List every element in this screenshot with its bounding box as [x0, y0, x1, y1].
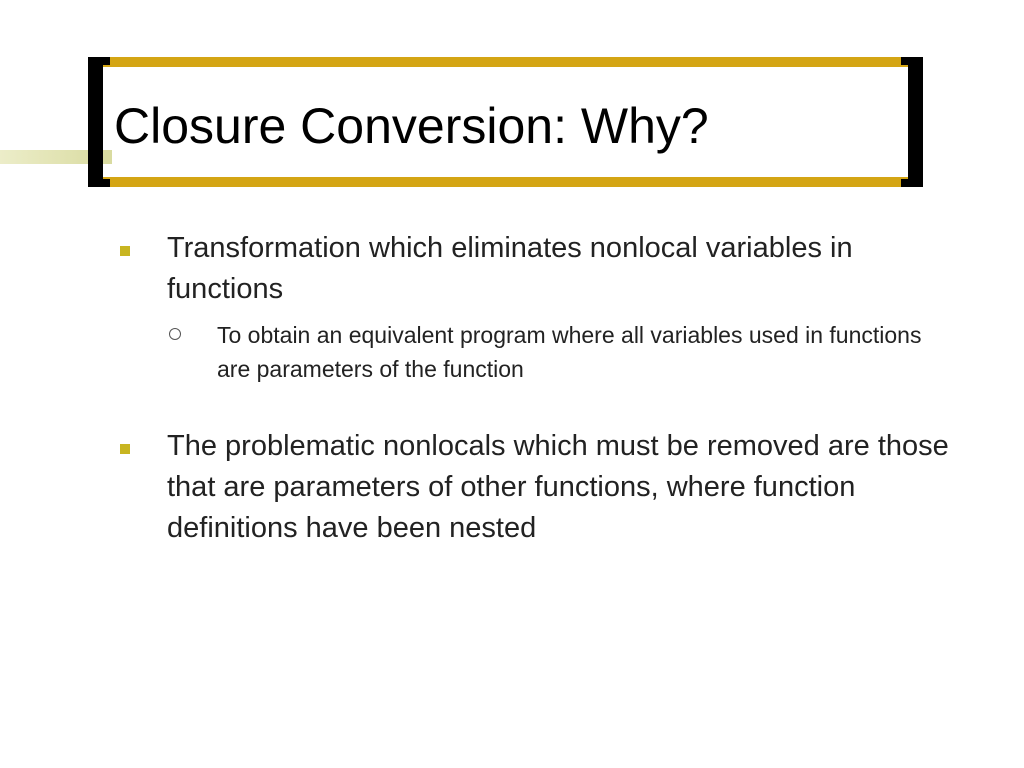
slide-content: [120, 228, 950, 549]
right-bracket-bottom-tab: [901, 179, 923, 187]
square-bullet-icon: [120, 444, 130, 454]
slide-title: Closure Conversion: Why?: [114, 98, 709, 154]
left-bracket-bottom-tab: [88, 179, 110, 187]
bullet-item: [120, 228, 950, 310]
sub-bullet-text: To obtain an equivalent program where all variables used in functions are parameters of the function: [217, 322, 922, 382]
title-frame-top-line: [103, 57, 918, 67]
right-bracket: [908, 57, 923, 187]
left-bracket-top-tab: [88, 57, 110, 65]
bullet-spacer: [120, 386, 950, 426]
left-bracket: [88, 57, 103, 187]
bullet-item: [120, 426, 950, 549]
hollow-circle-bullet-icon: [169, 328, 181, 340]
bullet-text: The problematic nonlocals which must be removed are those that are parameters of other functions, where function definitions have been nested: [167, 430, 949, 544]
square-bullet-icon: [120, 246, 130, 256]
sub-bullet-item: [167, 318, 950, 386]
right-bracket-top-tab: [901, 57, 923, 65]
title-frame-bottom-line: [103, 177, 918, 187]
bullet-text: Transformation which eliminates nonlocal variables in functions: [167, 232, 853, 305]
